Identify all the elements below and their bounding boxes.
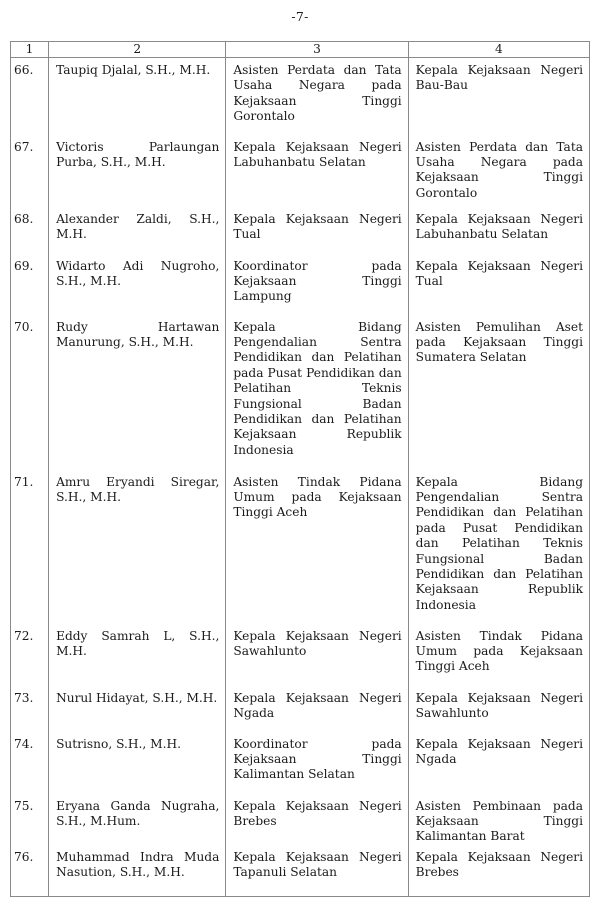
row-number: 67.: [11, 135, 49, 207]
table-row: [11, 58, 590, 135]
table-row: [11, 732, 590, 794]
table-row: [11, 315, 590, 470]
previous-position: Kepala Kejaksaan Negeri Sawahlunto: [226, 624, 408, 686]
table-body: [11, 58, 590, 897]
previous-position: Kepala Kejaksaan Negeri Tapanuli Selatan: [226, 845, 408, 897]
header-col-3: 3: [226, 42, 408, 58]
official-name: Alexander Zaldi, S.H., M.H.: [49, 207, 226, 254]
table-row: [11, 845, 590, 897]
header-col-2: 2: [49, 42, 226, 58]
row-number: 70.: [11, 315, 49, 470]
previous-position: Koordinator pada Kejaksaan Tinggi Lampung: [226, 254, 408, 315]
previous-position: Kepala Kejaksaan Negeri Ngada: [226, 686, 408, 732]
table-row: [11, 135, 590, 207]
official-name: Muhammad Indra Muda Nasution, S.H., M.H.: [49, 845, 226, 897]
previous-position: Koordinator pada Kejaksaan Tinggi Kalimantan Selatan: [226, 732, 408, 794]
new-position: Kepala Kejaksaan Negeri Bau-Bau: [408, 58, 589, 135]
header-col-1: 1: [11, 42, 49, 58]
new-position: Kepala Kejaksaan Negeri Tual: [408, 254, 589, 315]
transfer-table: [10, 41, 590, 897]
official-name: Taupiq Djalal, S.H., M.H.: [49, 58, 226, 135]
new-position: Kepala Bidang Pengendalian Sentra Pendidikan dan Pelatihan pada Pusat Pendidikan dan Pelatihan Teknis Fungsional Badan Pendidikan dan Pelatihan Kejaksaan Republik Indonesia: [408, 470, 589, 624]
previous-position: Asisten Tindak Pidana Umum pada Kejaksaan Tinggi Aceh: [226, 470, 408, 624]
previous-position: Kepala Bidang Pengendalian Sentra Pendidikan dan Pelatihan pada Pusat Pendidikan dan Pelatihan Teknis Fungsional Badan Pendidikan dan Pelatihan Kejaksaan Republik Indonesia: [226, 315, 408, 470]
header-row: [11, 42, 590, 58]
new-position: Kepala Kejaksaan Negeri Brebes: [408, 845, 589, 897]
table-row: [11, 624, 590, 686]
row-number: 75.: [11, 794, 49, 845]
new-position: Asisten Pemulihan Aset pada Kejaksaan Tinggi Sumatera Selatan: [408, 315, 589, 470]
table-row: [11, 207, 590, 254]
official-name: Eddy Samrah L, S.H., M.H.: [49, 624, 226, 686]
new-position: Kepala Kejaksaan Negeri Ngada: [408, 732, 589, 794]
new-position: Asisten Pembinaan pada Kejaksaan Tinggi Kalimantan Barat: [408, 794, 589, 845]
previous-position: Kepala Kejaksaan Negeri Labuhanbatu Selatan: [226, 135, 408, 207]
row-number: 66.: [11, 58, 49, 135]
row-number: 74.: [11, 732, 49, 794]
row-number: 76.: [11, 845, 49, 897]
official-name: Rudy Hartawan Manurung, S.H., M.H.: [49, 315, 226, 470]
table-row: [11, 470, 590, 624]
new-position: Kepala Kejaksaan Negeri Labuhanbatu Selatan: [408, 207, 589, 254]
previous-position: Asisten Perdata dan Tata Usaha Negara pada Kejaksaan Tinggi Gorontalo: [226, 58, 408, 135]
new-position: Asisten Tindak Pidana Umum pada Kejaksaan Tinggi Aceh: [408, 624, 589, 686]
official-name: Sutrisno, S.H., M.H.: [49, 732, 226, 794]
previous-position: Kepala Kejaksaan Negeri Brebes: [226, 794, 408, 845]
header-col-4: 4: [408, 42, 589, 58]
table-row: [11, 686, 590, 732]
row-number: 68.: [11, 207, 49, 254]
official-name: Amru Eryandi Siregar, S.H., M.H.: [49, 470, 226, 624]
row-number: 71.: [11, 470, 49, 624]
page-number: -7-: [291, 9, 309, 24]
official-name: Victoris Parlaungan Purba, S.H., M.H.: [49, 135, 226, 207]
official-name: Nurul Hidayat, S.H., M.H.: [49, 686, 226, 732]
row-number: 72.: [11, 624, 49, 686]
table-header: [11, 42, 590, 58]
new-position: Asisten Perdata dan Tata Usaha Negara pada Kejaksaan Tinggi Gorontalo: [408, 135, 589, 207]
previous-position: Kepala Kejaksaan Negeri Tual: [226, 207, 408, 254]
row-number: 69.: [11, 254, 49, 315]
table-row: [11, 794, 590, 845]
table-row: [11, 254, 590, 315]
official-name: Eryana Ganda Nugraha, S.H., M.Hum.: [49, 794, 226, 845]
row-number: 73.: [11, 686, 49, 732]
new-position: Kepala Kejaksaan Negeri Sawahlunto: [408, 686, 589, 732]
official-name: Widarto Adi Nugroho, S.H., M.H.: [49, 254, 226, 315]
